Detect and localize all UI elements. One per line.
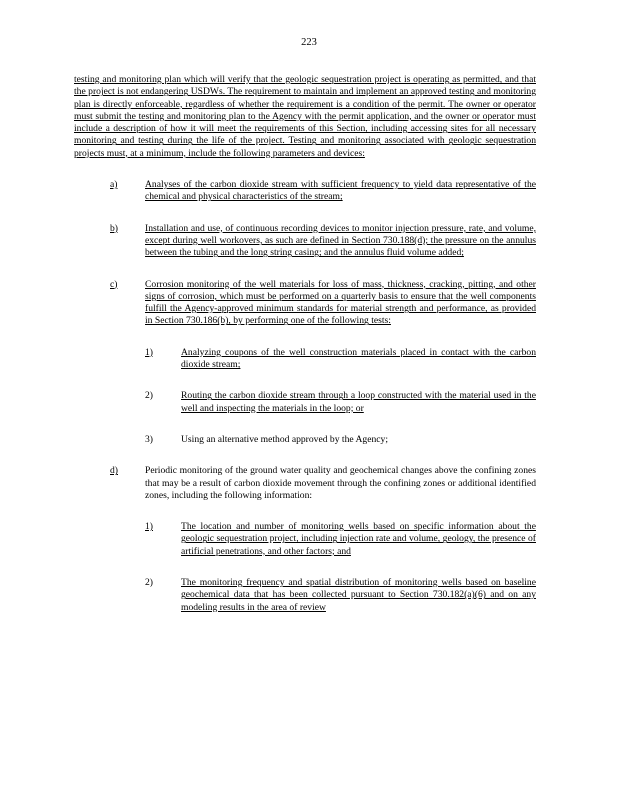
list-subitem-c2 [74, 390, 536, 415]
list-subitem-d2 [74, 577, 536, 614]
subitem-label: 2) [145, 390, 153, 402]
item-text: Analyses of the carbon dioxide stream with sufficient frequency to yield data representative of the chemical and physical characteristics of the stream; [145, 179, 536, 203]
subitem-label: 2) [145, 577, 153, 589]
subitem-label: 3) [145, 433, 153, 445]
list-subitem-c3 [74, 434, 536, 446]
list-item-b [74, 223, 536, 260]
list-item-d [74, 465, 536, 502]
subitem-text: The location and number of monitoring wells based on specific information about the geologic sequestration project, including injection rate and volume, geology, the presence of artificial penetrations, and other factors; and [181, 521, 536, 557]
list-subitem-c1 [74, 347, 536, 372]
item-label: b) [110, 222, 118, 234]
subitem-label: 1) [145, 346, 153, 358]
list-item-c [74, 279, 536, 328]
item-text: Corrosion monitoring of the well materials for loss of mass, thickness, cracking, pitting, and other signs of corrosion, which must be performed on a quarterly basis to ensure that the well components fulfill the Agency-approved minimum standards for material strength and performance, as provided in Section 730.186(b), by performing one of the following tests: [145, 278, 536, 327]
list-subitem-d1 [74, 521, 536, 558]
item-label: d) [110, 465, 118, 477]
item-text: Periodic monitoring of the ground water quality and geochemical changes above the confining zones that may be a result of carbon dioxide movement through the confining zones or additional identified zones, including the following information: [145, 465, 536, 501]
subitem-text: Using an alternative method approved by the Agency; [181, 433, 389, 445]
item-text: Installation and use, of continuous recording devices to monitor injection pressure, rate, and volume, except during well workovers, as such are defined in Section 730.188(d); the pressure on the annulus between the tubing and the long string casing; and the annulus fluid volume added; [145, 222, 536, 259]
item-label: c) [110, 278, 118, 290]
page-number: 223 [301, 37, 317, 48]
subitem-text: The monitoring frequency and spatial distribution of monitoring wells based on baseline geochemical data that has been collected pursuant to Section 730.182(a)(6) and on any modeling results in the area of review [181, 577, 536, 613]
intro-paragraph: testing and monitoring plan which will verify that the geologic sequestration project is operating as permitted, and that the project is not endangering USDWs. The requirement to maintain and implement an approved testing and monitoring plan is directly enforceable, regardless of whether the requirement is a condition of the permit. The owner or operator must submit the testing and monitoring plan to the Agency with the permit application, and the owner or operator must include a description of how it will meet the requirements of this Section, including accessing sites for all necessary monitoring and testing during the life of the project. Testing and monitoring associated with geologic sequestration projects must, at a minimum, include the following parameters and devices: [74, 74, 536, 159]
subitem-text: Routing the carbon dioxide stream through a loop constructed with the material used in the well and inspecting the materials in the loop; or [181, 390, 536, 414]
item-label: a) [110, 179, 118, 191]
subitem-label: 1) [145, 521, 153, 533]
document-body [74, 74, 536, 614]
list-item-a [74, 179, 536, 204]
subitem-text: Analyzing coupons of the well construction materials placed in contact with the carbon dioxide stream; [181, 346, 536, 371]
